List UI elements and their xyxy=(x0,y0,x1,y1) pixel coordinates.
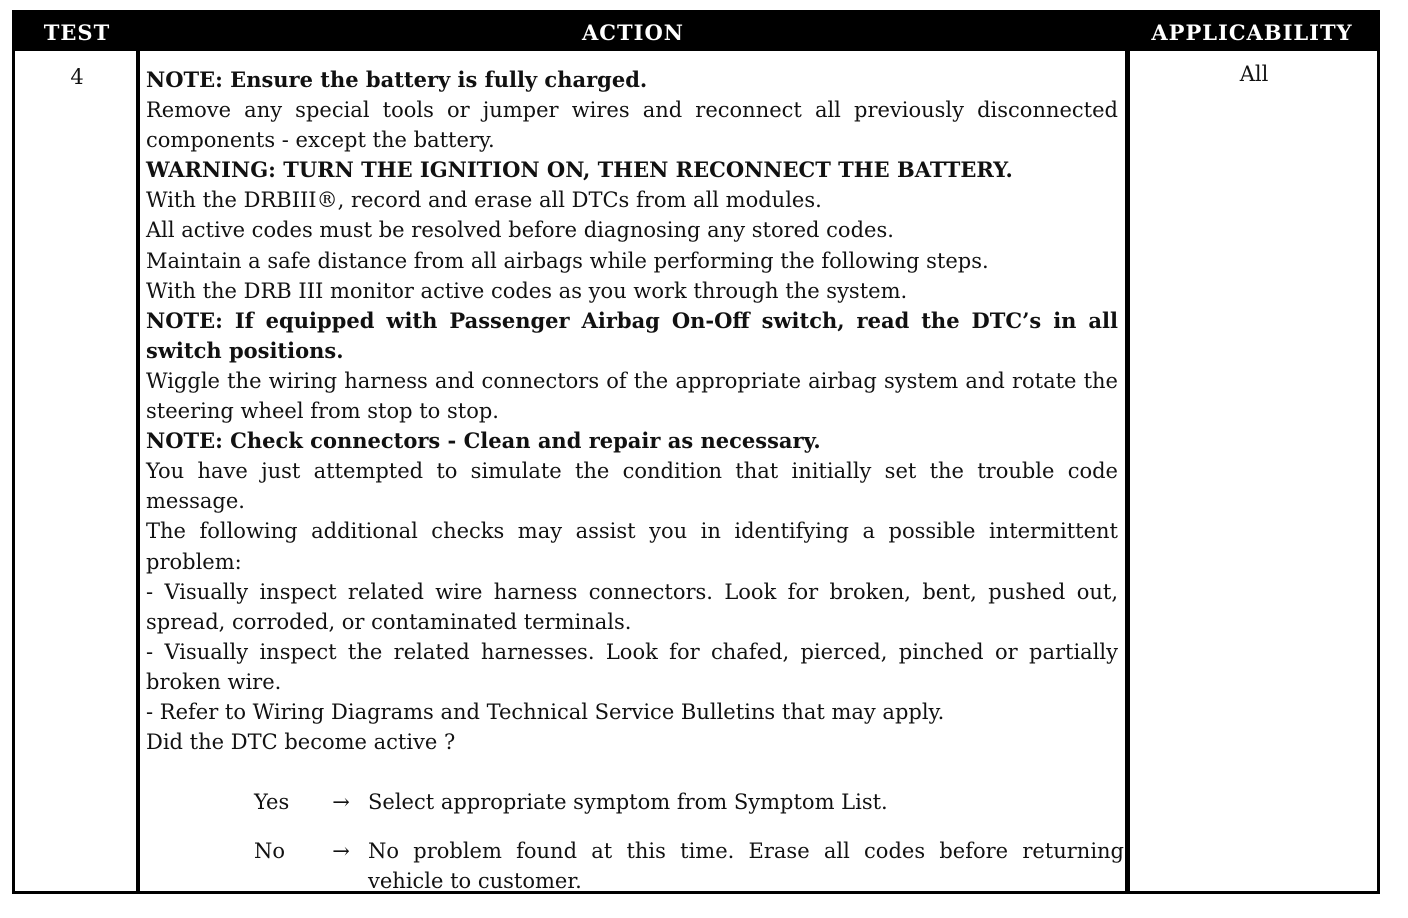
answer-text: Select appropriate symptom from Symptom List. xyxy=(368,790,888,814)
action-note: WARNING: TURN THE IGNITION ON, THEN RECONNECT THE BATTERY. xyxy=(146,157,1013,183)
header-action: ACTION xyxy=(139,13,1127,51)
applicability-value: All xyxy=(1239,62,1269,86)
action-line: Wiggle the wiring harness and connectors of the appropriate airbag system and rotate the steering wheel from stop to stop. xyxy=(146,368,1118,424)
action-line: - Visually inspect the related harnesses. Look for chafed, pierced, pinched or partially broken wire. xyxy=(146,639,1118,694)
action-line: Remove any special tools or jumper wires and reconnect all previously disconnected components - except the battery. xyxy=(146,98,1118,153)
action-line: All active codes must be resolved before diagnosing any stored codes. xyxy=(146,218,894,243)
answer-yes xyxy=(254,787,1124,817)
action-line: The following additional checks may assist you in identifying a possible intermittent problem: xyxy=(146,519,1118,574)
arrow-right-icon: → xyxy=(332,790,350,814)
column-divider xyxy=(136,51,140,891)
action-note: NOTE: Check connectors - Clean and repair as necessary. xyxy=(146,428,821,454)
answer-text: No problem found at this time. Erase all codes before returning vehicle to customer. xyxy=(368,839,1124,893)
action-line: Did the DTC become active ? xyxy=(146,730,456,755)
action-lines xyxy=(146,65,1118,757)
action-line: You have just attempted to simulate the condition that initially set the trouble code message. xyxy=(146,459,1118,514)
answer-label: Yes xyxy=(254,790,290,814)
header-applicability: APPLICABILITY xyxy=(1127,13,1377,51)
action-line: - Refer to Wiring Diagrams and Technical Service Bulletins that may apply. xyxy=(146,699,945,724)
action-note: NOTE: Ensure the battery is fully charged. xyxy=(146,67,648,92)
test-number: 4 xyxy=(70,65,84,89)
action-text xyxy=(146,65,1124,893)
diagnostic-table xyxy=(12,10,1380,894)
answer-no xyxy=(254,836,1124,896)
action-line: - Visually inspect related wire harness connectors. Look for broken, bent, pushed out, spread, corroded, or contaminated terminals. xyxy=(146,579,1118,634)
answer-options xyxy=(254,787,1124,915)
arrow-right-icon: → xyxy=(332,839,350,863)
action-line: Maintain a safe distance from all airbags while performing the following steps. xyxy=(146,248,989,273)
answer-label: No xyxy=(254,839,286,863)
action-line: With the DRB III monitor active codes as you work through the system. xyxy=(146,278,908,303)
header-test: TEST xyxy=(15,13,139,51)
action-note: NOTE: If equipped with Passenger Airbag On-Off switch, read the DTC’s in all switch positions. xyxy=(146,307,1118,363)
action-line: With the DRBIII®, record and erase all DTCs from all modules. xyxy=(146,188,822,213)
column-divider xyxy=(1125,51,1130,891)
